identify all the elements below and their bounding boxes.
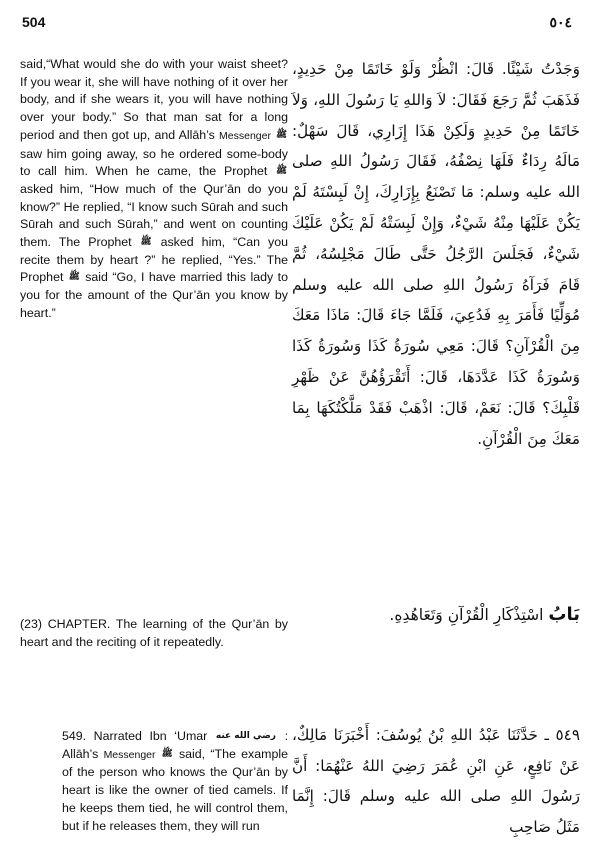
hadith-549-english — [20, 728, 288, 835]
pbuh-seal-icon: ﷺ — [68, 272, 80, 283]
pbuh-seal-icon: ﷺ — [276, 166, 287, 177]
chapter-bab-label: بَابُ — [548, 604, 580, 625]
hadith-548-continuation-english: said,“What would she do with your waist sheet? If you wear it, she will have nothing of it over her body, and if she wears it, you will have nothing over your body.” So that man sat for a long period and then got up, and Allāh’s Messenger ﷺ saw him going away, so he ordered some-body to call him. When he came, the Prophet ﷺ asked him, “How much of the Qur’ān do you know?” He replied, “I know such Sūrah and such Sūrah and such Sūrah,” and went on counting them. The Prophet ﷺ asked him, “Can you recite them by heart ?” he replied, “Yes.” The Prophet ﷺ said “Go, I have married this lady to you for the amount of the Qur’ān you know by heart.” — [20, 57, 289, 320]
chapter-heading-arabic — [292, 600, 580, 631]
ra-seal-icon: رضي الله عنه — [215, 731, 276, 741]
pbuh-seal-icon: ﷺ — [140, 237, 152, 248]
chapter-heading-english: (23) CHAPTER. The learning of the Qur’ān by heart and the reciting of it repeatedly. — [20, 617, 288, 649]
chapter-title-arabic: اسْتِذْكَارِ الْقُرْآنِ وَتَعَاهُدِهِ. — [389, 606, 544, 624]
hadith-549-arabic: ٥٤٩ ـ حَدَّثَنَا عَبْدُ اللهِ بْنُ يُوسُفَ: أَخْبَرَنَا مَالِكٌ، عَنْ نَافِعٍ، عَنِ ابْنِ عُمَرَ رَضِيَ اللهُ عَنْهُمَا: أَنَّ رَسُولَ اللهِ صلى الله عليه وسلم قَالَ: إِنَّمَا مَثَلُ صَاحِبِ — [292, 726, 580, 836]
hadith-548-continuation-arabic: وَجَدْتُ شَيْئًا. قَالَ: انْظُرْ وَلَوْ خَاتَمًا مِنْ حَدِيدٍ، فَذَهَبَ ثُمَّ رَجَعَ فَقَالَ: لاَ وَاللهِ يَا رَسُولَ اللهِ، وَلاَ خَاتَمًا مِنْ حَدِيدٍ وَلَكِنْ هَذَا إِزَارِي، قَالَ سَهْلٌ: مَالَهُ رِدَاءٌ فَلَهَا نِصْفُهُ، فَقَالَ رَسُولُ اللهِ صلى الله عليه وسلم: مَا تَصْنَعُ بِإِزَارِكَ، إِنْ لَبِسْتَهُ لَمْ يَكُنْ عَلَيْهَا مِنْهُ شَيْءٌ، وَإِنْ لَبِسَتْهُ لَمْ يَكُنْ عَلَيْكَ شَيْءٌ، فَجَلَسَ الرَّجُلُ حَتَّى طَالَ مَجْلِسُهُ، ثُمَّ قَامَ فَرَآهُ رَسُولُ اللهِ صلى الله عليه وسلم مُوَلِّيًا فَأَمَرَ بِهِ فَدُعِيَ، فَلَمَّا جَاءَ قَالَ: مَاذَا مَعَكَ مِنَ الْقُرْآنِ؟ قَالَ: مَعِي سُورَةُ كَذَا وَسُورَةُ كَذَا وَسُورَةُ كَذَا عَدَّدَهَا، قَالَ: أَتَقْرَؤُهُنَّ عَنْ ظَهْرِ قَلْبِكَ؟ قَالَ: نَعَمْ، قَالَ: اذْهَبْ فَقَدْ مَلَّكْتُكَهَا بِمَا مَعَكَ مِنَ الْقُرْآنِ. — [292, 60, 580, 448]
pbuh-seal-icon: ﷺ — [276, 129, 287, 140]
page-number-english: 504 — [22, 14, 46, 30]
page-number-arabic: ٥٠٤ — [549, 14, 572, 30]
pbuh-seal-icon: ﷺ — [161, 748, 173, 759]
hadith-549-text: 549. Narrated Ibn ‘Umar رضي الله عنه : Allāh’s Messenger ﷺ said, “The example of the person who knows the Qur’ān by heart is like the owner of tied camels. If he keeps them tied, he will control them, but if he releases them, they will run — [62, 729, 289, 833]
